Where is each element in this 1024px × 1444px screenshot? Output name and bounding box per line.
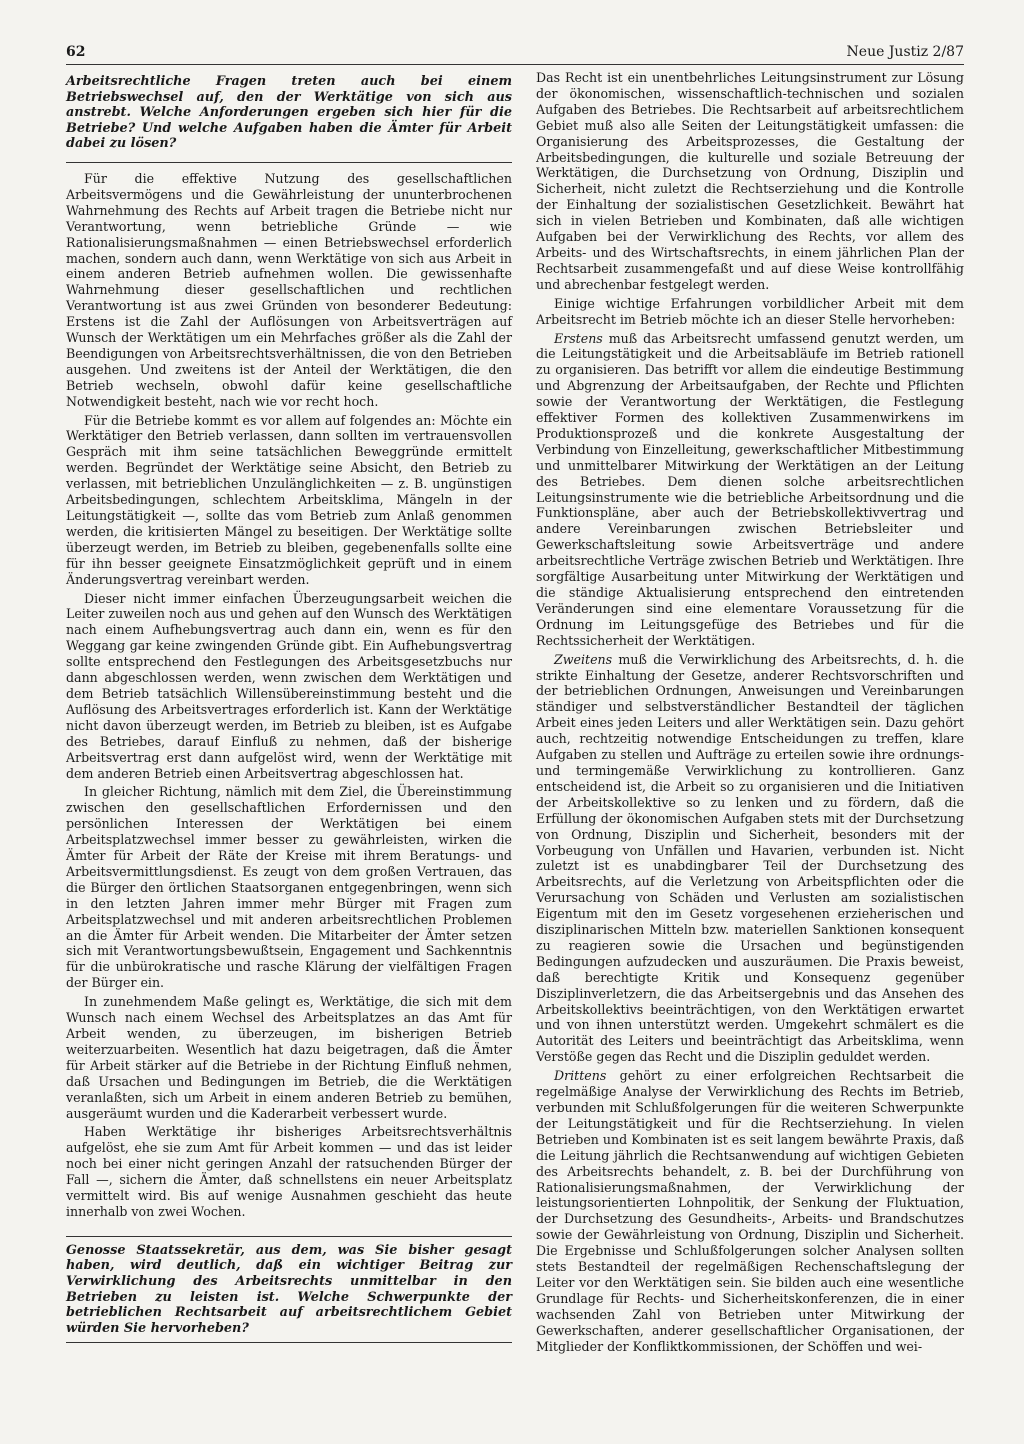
paragraph-text: muß das Arbeitsrecht umfassend genutzt werden, um die Leitungstätigkeit und die Arbeitsabläufe im Betrieb rationell zu organisieren. Das betrifft vor allem die eindeutige Bestimmung und Abgrenzung der Arbeitsaufgaben, der Rechte und Pflichten sowie der Verantwortung der Werktätigen, die Festlegung effektiver Formen des kollektiven Zusammenwirkens im Produktionsprozeß und die konkrete Ausgestaltung der Verbindung von Einzelleitung, gewerkschaftlicher Mitbestimmung und unmittelbarer Mitwirkung der Werktätigen an der Leitung des Betriebes. Dem dienen solche arbeitsrechtlichen Leitungsinstrumente wie die betriebliche Arbeitsordnung und die Funktionspläne, aber auch der Betriebskollektivvertrag und andere Vereinbarungen zwischen Betriebsleiter und Gewerkschaftsleitung sowie Arbeitsverträge und andere arbeitsrechtliche Verträge zwischen Betrieb und Werktätigen. Ihre sorgfältige Ausarbeitung unter Mitwirkung der Werktätigen und die ständige Aktualisierung entsprechend den eintretenden Veränderungen sind eine elementare Voraussetzung für die Ordnung im Leitungsgefüge des Betriebes und für die Rechtssicherheit der Werktätigen.	[536, 330, 964, 648]
page-number: 62	[66, 44, 86, 60]
paragraph: Für die Betriebe kommt es vor allem auf folgendes an: Möchte ein Werktätiger den Betrieb verlassen, dann sollten im vertrauensvollen Gespräch mit ihm seine tatsächlichen Beweggründe ermittelt werden. Begründet der Werktätige seine Absicht, den Betrieb zu verlassen, mit betrieblichen Unzulänglichkeiten — z. B. ungünstigen Arbeitsbedingungen, schlechtem Arbeitsklima, Mängeln in der Leitungstätigkeit —, sollte das vom Betrieb zum Anlaß genommen werden, die kritisierten Mängel zu beseitigen. Der Werktätige sollte überzeugt werden, im Betrieb zu bleiben, gegebenenfalls sollte eine für ihn besser geeignete Einsatzmöglichkeit geprüft und in einem Änderungsvertrag vereinbart werden.	[66, 412, 512, 587]
paragraph: Für die effektive Nutzung des gesellschaftlichen Arbeitsvermögens und die Gewährleistung der ununterbrochenen Wahrnehmung des Rechts auf Arbeit tragen die Betriebe nicht nur Verantwortung, wenn betriebliche Gründe — wie Rationalisierungsmaßnahmen — einen Betriebswechsel erforderlich machen, sondern auch dann, wenn Werktätige von sich aus Arbeit in einem anderen Betrieb aufnehmen wollen. Die gewissenhafte Wahrnehmung dieser gesellschaftlichen und rechtlichen Verantwortung ist aus zwei Gründen von besonderer Bedeutung: Erstens ist die Zahl der Auflösungen von Arbeitsverträgen auf Wunsch der Werktätigen um ein Mehrfaches größer als die Zahl der Beendigungen von Arbeitsrechtsverhältnissen, die von den Betrieben ausgehen. Und zweitens ist der Anteil der Werktätigen, die den Betrieb wechseln, obwohl dafür keine gesellschaftliche Notwendigkeit besteht, nach wie vor recht hoch.	[66, 170, 512, 409]
page-header	[66, 42, 964, 65]
emphasis-lead: Erstens	[554, 330, 603, 346]
interview-question-2: Genosse Staatssekretär, aus dem, was Sie bisher gesagt haben, wird deutlich, daß ein wichtiger Beitrag zur Verwirklichung des Arbeitsrechts unmittelbar in den Betrieben zu leisten ist. Welche Schwerpunkte der betrieblichen Rechtsarbeit auf arbeitsrechtlichem Gebiet würden Sie hervorheben?	[66, 1236, 512, 1344]
right-column	[536, 70, 964, 1355]
left-column	[66, 70, 512, 1351]
paragraph	[536, 1068, 964, 1354]
paragraph: Einige wichtige Erfahrungen vorbildlicher Arbeit mit dem Arbeitsrecht im Betrieb möchte ich an dieser Stelle hervorheben:	[536, 295, 964, 327]
interview-question-1: Arbeitsrechtliche Fragen treten auch bei einem Betriebswechsel auf, den der Werktätige von sich aus anstrebt. Welche Anforderungen ergeben sich hier für die Betriebe? Und welche Aufgaben haben die Ämter für Arbeit dabei zu lösen?	[66, 70, 512, 163]
paragraph-text: gehört zu einer erfolgreichen Rechtsarbeit die regelmäßige Analyse der Verwirklichung des Rechts im Betrieb, verbunden mit Schlußfolgerungen für die weiteren Schwerpunkte der Leitungstätigkeit und für die Rechtserziehung. In vielen Betrieben und Kombinaten ist es seit langem bewährte Praxis, daß die Leitung jährlich die Rechtsanwendung auf wichtigen Gebieten des Arbeitsrechts behandelt, z. B. bei der Durchführung von Rationalisierungsmaßnahmen, der Verwirklichung der leistungsorientierten Lohnpolitik, der Senkung der Fluktuation, der Durchsetzung des Gesundheits-, Arbeits- und Brandschutzes sowie der Gewährleistung von Ordnung, Disziplin und Sicherheit. Die Ergebnisse und Schlußfolgerungen solcher Analysen sollten stets Bestandteil der regelmäßigen Rechenschaftslegung der Leiter vor den Werktätigen sein. Sie bilden auch eine wesentliche Grundlage für Rechts- und Sicherheitskonferenzen, die in einer wachsenden Zahl von Betrieben unter Mitwirkung der Gewerkschaften, anderer gesellschaftlicher Organisationen, der Mitglieder der Konfliktkommissionen, der Schöffen und wei-	[536, 1068, 964, 1354]
paragraph	[536, 331, 964, 649]
paragraph: Das Recht ist ein unentbehrliches Leitungsinstrument zur Lösung der ökonomischen, wissenschaftlich-technischen und sozialen Aufgaben des Betriebes. Die Rechtsarbeit auf arbeitsrechtlichem Gebiet muß also alle Seiten der Leitungstätigkeit umfassen: die Organisierung des Arbeitsprozesses, die Gestaltung der Arbeitsbedingungen, die kulturelle und soziale Betreuung der Werktätigen, die Durchsetzung von Ordnung, Disziplin und Sicherheit, nicht zuletzt die Rechtserziehung und die Kontrolle der Einhaltung der sozialistischen Gesetzlichkeit. Bewährt hat sich in vielen Betrieben und Kombinaten, daß alle wichtigen Aufgaben bei der Verwirklichung des Rechts, vor allem des Arbeits- und des Wirtschaftsrechts, in einem jährlichen Plan der Rechtsarbeit zusammengefaßt und auf diese Weise kontrollfähig und abrechenbar festgelegt werden.	[536, 70, 964, 292]
paragraph: In gleicher Richtung, nämlich mit dem Ziel, die Übereinstimmung zwischen den gesellschaftlichen Erfordernissen und den persönlichen Interessen der Werktätigen bei einem Arbeitsplatzwechsel immer besser zu gewährleisten, wirken die Ämter für Arbeit der Räte der Kreise mit ihrem Beratungs- und Arbeitsvermittlungsdienst. Es zeugt von dem großen Vertrauen, das die Bürger den örtlichen Staatsorganen entgegenbringen, wenn sich in den letzten Jahren immer mehr Bürger mit Fragen zum Arbeitsplatzwechsel und mit anderen arbeitsrechtlichen Problemen an die Ämter für Arbeit wenden. Die Mitarbeiter der Ämter setzen sich mit Verantwortungsbewußtsein, Engagement und Sachkenntnis für die unbürokratische und rasche Klärung der vielfältigen Fragen der Bürger ein.	[66, 784, 512, 991]
paragraph: Haben Werktätige ihr bisheriges Arbeitsrechtsverhältnis aufgelöst, ehe sie zum Amt für Arbeit kommen — und das ist leider noch bei einer nicht geringen Anzahl der ratsuchenden Bürger der Fall —, sichern die Ämter, daß schnellstens ein neuer Arbeitsplatz vermittelt wird. Bis auf wenige Ausnahmen geschieht das heute innerhalb von zwei Wochen.	[66, 1124, 512, 1219]
journal-title: Neue Justiz 2/87	[846, 44, 964, 60]
emphasis-lead: Drittens	[554, 1068, 607, 1084]
paragraph-text: muß die Verwirklichung des Arbeitsrechts, d. h. die strikte Einhaltung der Gesetze, anderer Rechtsvorschriften und der betrieblichen Ordnungen, Anweisungen und Vereinbarungen ständiger und selbstverständlicher Bestandteil der täglichen Arbeit eines jeden Leiters und aller Werktätigen sein. Dazu gehört auch, rechtzeitig notwendige Entscheidungen zu treffen, klare Aufgaben zu stellen und Aufträge zu erteilen sowie ihre ordnungs- und termingemäße Verwirklichung zu kontrollieren. Ganz entscheidend ist, die Arbeit so zu organisieren und die Initiativen der Arbeitskollektive so zu lenken und zu fördern, daß die Erfüllung der ökonomischen Aufgaben stets mit der Durchsetzung von Ordnung, Disziplin und Sicherheit, besonders mit der Vorbeugung von Unfällen und Havarien, verbunden ist. Nicht zuletzt ist es unabdingbarer Teil der Durchsetzung des Arbeitsrechts, auf die Verletzung von Arbeitspflichten oder die Verursachung von Schäden und Verlusten am sozialistischen Eigentum mit den im Gesetz vorgesehenen erzieherischen und disziplinarischen Mitteln bzw. materiellen Sanktionen konsequent zu reagieren sowie die Ursachen und begünstigenden Bedingungen aufzudecken und auszuräumen. Die Praxis beweist, daß berechtigte Kritik und Konsequenz gegenüber Disziplinverletzern, die das Arbeitsergebnis und das Ansehen des Arbeitskollektivs beeinträchtigen, von den Werktätigen erwartet und von ihnen unterstützt werden. Umgekehrt schmälert es die Autorität des Leiters und beeinträchtigt das Arbeitsklima, wenn Verstöße gegen das Recht und die Disziplin geduldet werden.	[536, 651, 964, 1065]
paragraph: Dieser nicht immer einfachen Überzeugungsarbeit weichen die Leiter zuweilen noch aus und gehen auf den Wunsch des Werktätigen nach einem Aufhebungsvertrag auch dann ein, wenn es für den Weggang gar keine zwingenden Gründe gibt. Ein Aufhebungsvertrag sollte entsprechend den Festlegungen des Arbeitsgesetzbuchs nur dann abgeschlossen werden, wenn zwischen dem Werktätigen und dem Betrieb tatsächlich Willensübereinstimmung besteht und die Auflösung des Arbeitsvertrages erforderlich ist. Kann der Werktätige nicht davon überzeugt werden, im Betrieb zu bleiben, ist es Aufgabe des Betriebes, darauf Einfluß zu nehmen, daß der bisherige Arbeitsvertrag erst dann aufgelöst wird, wenn der Werktätige mit dem anderen Betrieb einen Arbeitsvertrag abgeschlossen hat.	[66, 590, 512, 781]
paragraph	[536, 652, 964, 1066]
emphasis-lead: Zweitens	[554, 651, 613, 667]
paragraph: In zunehmendem Maße gelingt es, Werktätige, die sich mit dem Wunsch nach einem Wechsel des Arbeitsplatzes an das Amt für Arbeit wenden, zu überzeugen, im bisherigen Betrieb weiterzuarbeiten. Wesentlich hat dazu beigetragen, daß die Ämter für Arbeit stärker auf die Betriebe in der Richtung Einfluß nehmen, daß Ursachen und Bedingungen im Betrieb, die die Werktätigen veranlaßten, sich um Arbeit in einem anderen Betrieb zu bemühen, ausgeräumt wurden und die Kaderarbeit verbessert wurde.	[66, 994, 512, 1121]
